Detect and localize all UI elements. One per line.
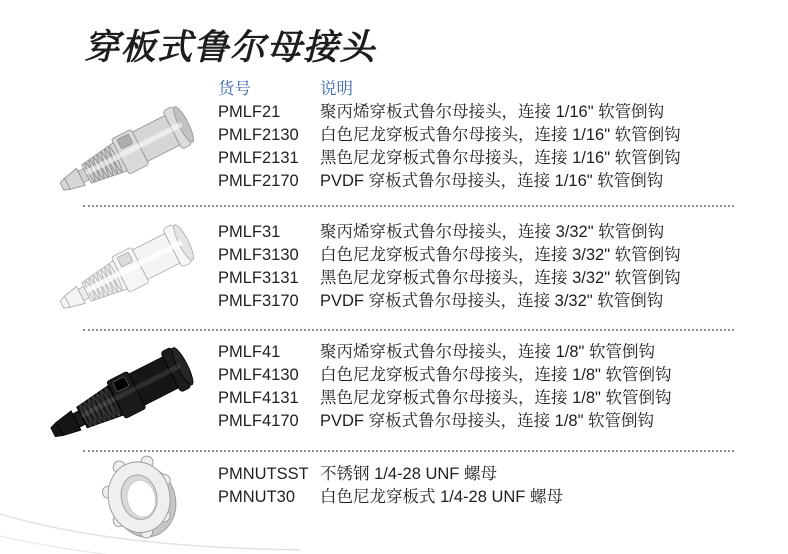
part-number: PMLF31 xyxy=(218,223,281,241)
table-row xyxy=(218,410,671,433)
part-description: PVDF 穿板式鲁尔母接头，连接 3/32" 软管倒钩 xyxy=(320,292,664,310)
table-row xyxy=(218,147,681,170)
part-description: 白色尼龙穿板式 1/4-28 UNF 螺母 xyxy=(320,488,563,506)
dotted-separator xyxy=(83,329,734,331)
table-row xyxy=(218,221,681,244)
product-group-1-8 xyxy=(218,341,671,433)
table-row xyxy=(218,387,671,410)
table-row xyxy=(218,101,681,124)
product-group-1-16 xyxy=(218,101,681,193)
part-description: 白色尼龙穿板式鲁尔母接头，连接 3/32" 软管倒钩 xyxy=(320,246,681,264)
part-description: 黑色尼龙穿板式鲁尔母接头，连接 1/16" 软管倒钩 xyxy=(320,149,681,167)
part-number: PMNUT30 xyxy=(218,488,296,506)
part-number: PMLF21 xyxy=(218,103,281,121)
table-header-row xyxy=(218,78,353,101)
part-description: 白色尼龙穿板式鲁尔母接头，连接 1/16" 软管倒钩 xyxy=(320,126,681,144)
part-number: PMLF2131 xyxy=(218,149,299,167)
part-number: PMLF4131 xyxy=(218,389,299,407)
product-photo-luer-black-icon xyxy=(40,338,206,446)
table-row xyxy=(218,341,671,364)
part-description: 聚丙烯穿板式鲁尔母接头，连接 1/16" 软管倒钩 xyxy=(320,103,665,121)
part-number: PMNUTSST xyxy=(218,465,309,483)
part-description: 黑色尼龙穿板式鲁尔母接头，连接 3/32" 软管倒钩 xyxy=(320,269,681,287)
column-header-part-no: 货号 xyxy=(218,80,251,98)
part-description: 黑色尼龙穿板式鲁尔母接头，连接 1/8" 软管倒钩 xyxy=(320,389,672,407)
part-description: PVDF 穿板式鲁尔母接头，连接 1/8" 软管倒钩 xyxy=(320,412,655,430)
part-number: PMLF2170 xyxy=(218,172,299,190)
part-number: PMLF41 xyxy=(218,343,281,361)
product-photo-luer-gray-icon xyxy=(48,98,206,200)
table-row xyxy=(218,244,681,267)
part-number: PMLF4130 xyxy=(218,366,299,384)
table-row xyxy=(218,364,671,387)
table-row xyxy=(218,124,681,147)
part-description: 白色尼龙穿板式鲁尔母接头，连接 1/8" 软管倒钩 xyxy=(320,366,672,384)
part-number: PMLF2130 xyxy=(218,126,299,144)
product-photo-luer-white-icon xyxy=(48,216,206,318)
part-number: PMLF3130 xyxy=(218,246,299,264)
part-number: PMLF4170 xyxy=(218,412,299,430)
part-description: 聚丙烯穿板式鲁尔母接头，连接 1/8" 软管倒钩 xyxy=(320,343,655,361)
part-description: 不锈钢 1/4-28 UNF 螺母 xyxy=(320,465,497,483)
table-row xyxy=(218,170,681,193)
part-number: PMLF3170 xyxy=(218,292,299,310)
decorative-swoosh xyxy=(0,486,300,554)
page-title: 穿板式鲁尔母接头 xyxy=(84,28,377,67)
part-description: 聚丙烯穿板式鲁尔母接头，连接 3/32" 软管倒钩 xyxy=(320,223,665,241)
column-header-description: 说明 xyxy=(320,80,353,98)
table-row xyxy=(218,267,681,290)
dotted-separator xyxy=(83,205,734,207)
part-number: PMLF3131 xyxy=(218,269,299,287)
table-row xyxy=(218,290,681,313)
table-row xyxy=(218,463,563,486)
product-group-3-32 xyxy=(218,221,681,313)
part-description: PVDF 穿板式鲁尔母接头，连接 1/16" 软管倒钩 xyxy=(320,172,664,190)
